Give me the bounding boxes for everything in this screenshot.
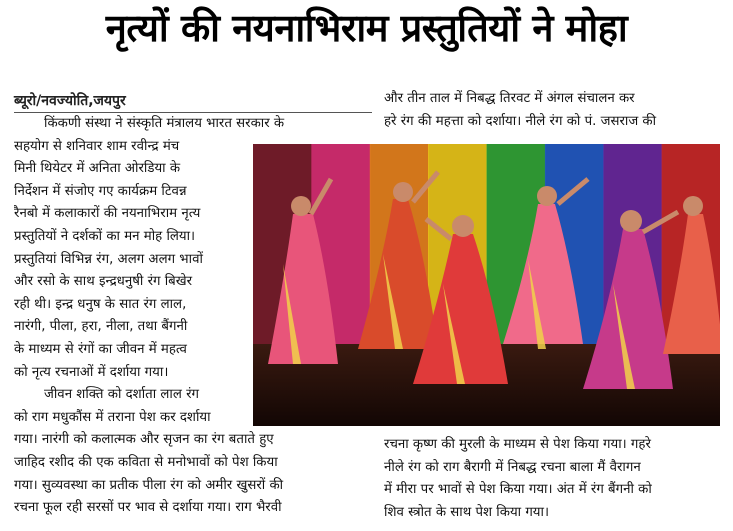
text-line: रचना कृष्ण की मुरली के माध्यम से पेश किया गया। गहरे <box>384 437 651 452</box>
text-line: किंकणी संस्था ने संस्कृति मंत्रालय भारत सरकार के <box>44 116 285 131</box>
byline: ब्यूरो/नवज्योति,जयपुर <box>14 93 126 109</box>
text-line: रचना फूल रही सरसों पर भाव से दर्शाया गया। राग भैरवी <box>14 500 282 516</box>
headline: नृत्यों की नयनाभिराम प्रस्तुतियों ने मोहा <box>105 6 628 50</box>
text-line: जीवन शक्ति को दर्शाता लाल रंग <box>44 387 200 403</box>
text-line: प्रस्तुतियां विभिन्न रंग, अलग अलग भावों <box>14 251 203 267</box>
text-line: के माध्यम से रंगों का जीवन में महत्व <box>14 341 187 357</box>
text-line: नारंगी, पीला, हरा, नीला, तथा बैंगनी <box>14 319 188 335</box>
text-line: में मीरा पर भावों से पेश किया गया। अंत में रंग बैंगनी को <box>384 482 652 498</box>
text-line: और तीन ताल में निबद्ध तिरवट में अंगल संचालन कर <box>384 91 635 106</box>
text-line: शिव स्त्रोत के साथ पेश किया गया। <box>384 504 550 520</box>
text-line: नीले रंग को राग बैरागी में निबद्ध रचना बाला मैं वैरागन <box>384 459 641 475</box>
dance-performance-photo <box>253 144 720 426</box>
text-line: गया। नारंगी को कलात्मक और सृजन का रंग बताते हुए <box>14 432 274 448</box>
text-line: सहयोग से शनिवार शाम रवीन्द्र मंच <box>14 138 180 154</box>
text-line: गया। सुव्यवस्था का प्रतीक पीला रंग को अमीर खुसरों की <box>14 477 284 493</box>
text-line: जाहिद रशीद की एक कविता से मनोभावों को पेश किया <box>14 454 278 470</box>
text-line: मिनी थियेटर में अनिता ओरडिया के <box>14 161 181 177</box>
article-column-right-bottom <box>384 434 722 524</box>
text-line: रैनबो में कलाकारों की नयनाभिराम नृत्य <box>14 206 201 222</box>
text-line: और रसो के साथ इन्द्रधनुषी रंग बिखेर <box>14 274 193 290</box>
text-line: रही थी। इन्द्र धनुष के सात रंग लाल, <box>14 296 187 312</box>
text-line: हरे रंग की महत्ता को दर्शाया। नीले रंग को पं. जसराज की <box>384 113 657 129</box>
text-line: प्रस्तुतियों ने दर्शकों का मन मोह लिया। <box>14 228 196 244</box>
photo-artwork <box>253 144 720 426</box>
text-line: को नृत्य रचनाओं में दर्शाया गया। <box>14 364 169 380</box>
article-column-right-top <box>384 88 722 133</box>
text-line: निर्देशन में संजोए गए कार्यक्रम टिवन्न <box>14 183 187 199</box>
text-line: को राग मधुकौंस में तराना पेश कर दर्शाया <box>14 409 211 425</box>
